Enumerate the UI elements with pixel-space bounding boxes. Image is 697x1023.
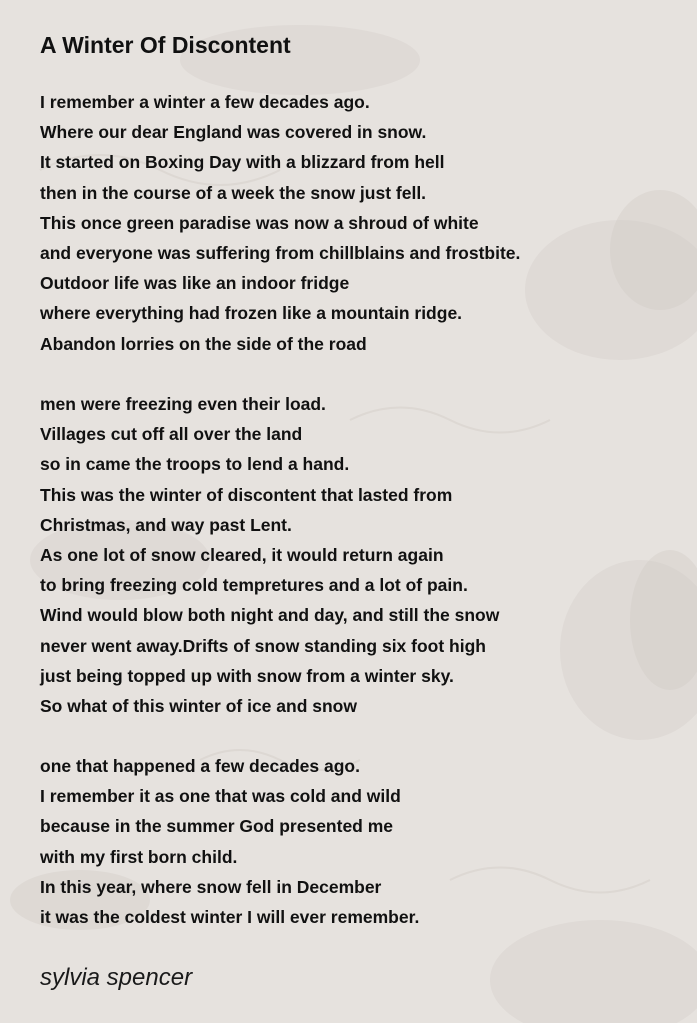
poem-line: men were freezing even their load.: [40, 394, 326, 414]
poem-line: This once green paradise was now a shroud of white: [40, 212, 479, 233]
poem-line: This was the winter of discontent that lasted from: [40, 484, 453, 505]
poem-line: one that happened a few decades ago.: [40, 756, 360, 776]
poem-line: Wind would blow both night and day, and still the snow: [40, 605, 500, 626]
poem-line: As one lot of snow cleared, it would return again: [40, 545, 444, 566]
poem-line: to bring freezing cold tempretures and a lot of pain.: [40, 575, 468, 596]
poem-line: I remember a winter a few decades ago.: [40, 92, 370, 112]
poem-title: A Winter Of Discontent: [40, 32, 291, 58]
poem-line: I remember it as one that was cold and wild: [40, 786, 401, 807]
poem-line: and everyone was suffering from chillblains and frostbite.: [40, 243, 521, 264]
stanza-3: [40, 751, 419, 932]
poem-line: Abandon lorries on the side of the road: [40, 333, 367, 354]
poem-line: So what of this winter of ice and snow: [40, 696, 357, 717]
poem-line: It started on Boxing Day with a blizzard from hell: [40, 152, 445, 173]
poem-line: just being topped up with snow from a winter sky.: [40, 665, 454, 686]
poem-line: never went away.Drifts of snow standing six foot high: [40, 635, 486, 656]
stanza-2: [40, 389, 499, 721]
poem-line: because in the summer God presented me: [40, 816, 394, 837]
poem-line: where everything had frozen like a mountain ridge.: [40, 303, 463, 324]
poem-line: Where our dear England was covered in snow.: [40, 122, 427, 143]
poem-line: Christmas, and way past Lent.: [40, 514, 292, 535]
poem-author[interactable]: sylvia spencer: [40, 964, 193, 991]
poem-line: it was the coldest winter I will ever remember.: [40, 907, 420, 928]
poem-line: so in came the troops to lend a hand.: [40, 454, 350, 475]
stanza-1: [40, 87, 520, 359]
poem-line: In this year, where snow fell in December: [40, 876, 382, 897]
poem-line: Outdoor life was like an indoor fridge: [40, 273, 350, 294]
poem-line: then in the course of a week the snow just fell.: [40, 182, 427, 203]
poem-line: Villages cut off all over the land: [40, 424, 303, 445]
poem-line: with my first born child.: [40, 846, 238, 867]
